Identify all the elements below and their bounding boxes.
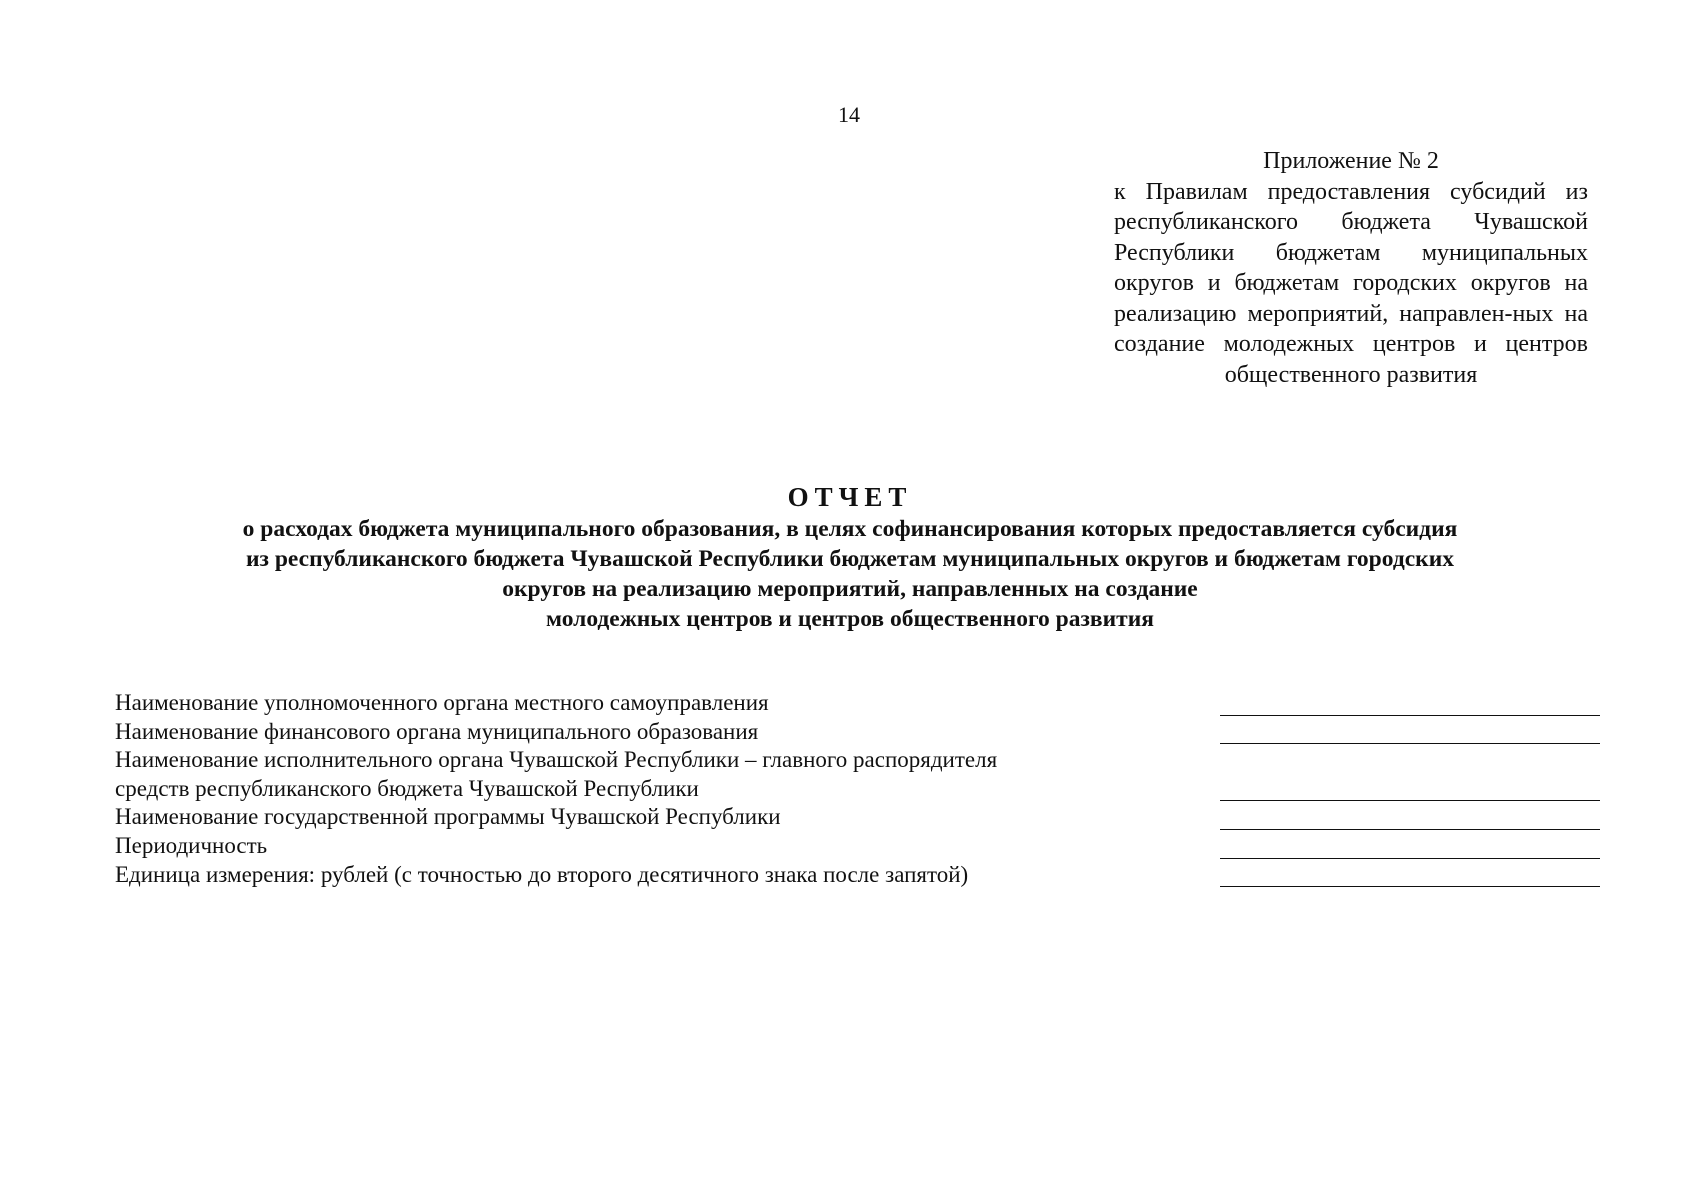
appendix-title: Приложение № 2 xyxy=(1263,148,1439,174)
field-label-periodicity: Периодичность xyxy=(115,832,268,858)
field-label-unit: Единица измерения: рублей (с точностью до второго десятичного знака после запятой) xyxy=(115,861,969,887)
field-blank-executive-body[interactable] xyxy=(1220,800,1600,801)
appendix-block xyxy=(1114,146,1588,390)
field-blank-state-program[interactable] xyxy=(1220,829,1600,830)
field-label-executive-body: Наименование исполнительного органа Чувашской Республики – главного распорядителя xyxy=(115,747,998,773)
field-row-state-program xyxy=(115,803,1600,832)
field-blank-finance-body[interactable] xyxy=(1220,743,1600,744)
page-number: 14 xyxy=(838,102,860,127)
field-row-periodicity xyxy=(115,832,1600,861)
field-row-authority xyxy=(115,689,1600,718)
report-heading xyxy=(140,480,1560,634)
field-label-authority: Наименование уполномоченного органа местного самоуправления xyxy=(115,690,769,715)
field-row-executive-body xyxy=(115,746,1600,775)
field-blank-unit[interactable] xyxy=(1220,886,1600,887)
field-blank-periodicity[interactable] xyxy=(1220,858,1600,859)
appendix-text: к Правилам предоставления субсидий из республиканского бюджета Чувашской Республики бюджетам муниципальных округов и бюджетам городских округов на реализацию мероприятий, направлен-ных на создание молодежных центров и центров общественного развития xyxy=(1114,178,1588,388)
field-row-unit xyxy=(115,861,1600,890)
field-row-finance-body xyxy=(115,718,1600,747)
field-label-executive-body-cont: средств республиканского бюджета Чувашской Республики xyxy=(115,775,699,801)
field-label-state-program: Наименование государственной программы Чувашской Республики xyxy=(115,804,781,830)
report-subtitle-line-4: молодежных центров и центров общественного развития xyxy=(546,606,1154,632)
field-row-executive-body-cont xyxy=(115,775,1600,804)
report-fields xyxy=(115,689,1600,889)
report-subtitle-line-3: округов на реализацию мероприятий, направленных на создание xyxy=(502,576,1198,602)
field-label-finance-body: Наименование финансового органа муниципального образования xyxy=(115,718,759,744)
report-subtitle-line-2: из республиканского бюджета Чувашской Республики бюджетам муниципальных округов и бюджетам городских xyxy=(246,546,1454,572)
report-subtitle-line-1: о расходах бюджета муниципального образования, в целях софинансирования которых предоставляется субсидия xyxy=(242,516,1458,542)
report-title: ОТЧЕТ xyxy=(787,482,913,512)
field-blank-authority[interactable] xyxy=(1220,715,1600,716)
